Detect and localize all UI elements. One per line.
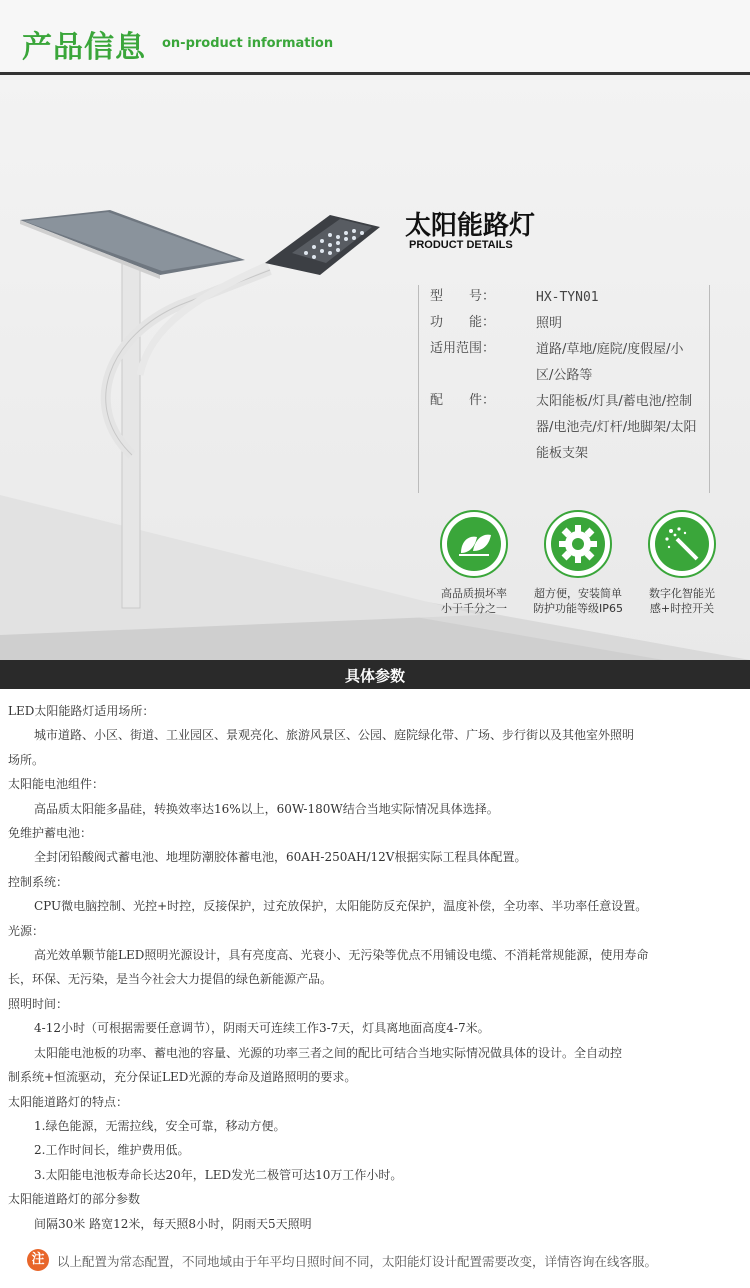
spec-divider-left bbox=[418, 285, 419, 493]
detail-paragraph: 间隔30米 路宽12米，每天照8小时，阴雨天5天照明 bbox=[34, 1216, 312, 1231]
feature-text-1: 数字化智能光 bbox=[649, 587, 715, 600]
feature-list-item: 2.工作时间长，维护费用低。 bbox=[34, 1143, 190, 1158]
detail-paragraph: 高品质太阳能多晶硅，转换效率达16%以上，60W-180W结合当地实际情况具体选择。 bbox=[34, 801, 499, 816]
feature-text-1: 高品质损坏率 bbox=[441, 587, 507, 600]
spec-key: 适用范围： bbox=[430, 341, 496, 356]
detail-heading: 太阳能电池组件： bbox=[8, 777, 105, 792]
detail-heading: 太阳能道路灯的特点： bbox=[8, 1094, 129, 1109]
spec-value: HX-TYN01 bbox=[536, 290, 599, 305]
detail-heading: 照明时间： bbox=[8, 996, 69, 1011]
detail-heading: 太阳能道路灯的部分参数 bbox=[8, 1192, 141, 1207]
spec-value: 太阳能板/灯具/蓄电池/控制器/电池壳/灯杆/地脚架/太阳能板支架 bbox=[536, 394, 697, 461]
spec-value: 照明 bbox=[536, 316, 563, 331]
feature-text-2: 防护功能等级IP65 bbox=[533, 602, 623, 615]
feature-list-item: 3.太阳能电池板寿命长达20年，LED发光二极管可达10万工作小时。 bbox=[34, 1167, 403, 1182]
detail-paragraph: CPU微电脑控制、光控+时控，反接保护，过充放保护，太阳能防反充保护，温度补偿，全功率、半功率任意设置。 bbox=[34, 899, 648, 914]
section-bar bbox=[0, 660, 750, 689]
detail-paragraph-cont: 制系统+恒流驱动，充分保证LED光源的寿命及道路照明的要求。 bbox=[8, 1070, 357, 1085]
header-title-cn: 产品信息 bbox=[22, 30, 146, 65]
detail-heading: LED太阳能路灯适用场所： bbox=[8, 704, 155, 718]
detail-text bbox=[8, 699, 746, 1236]
detail-paragraph: 城市道路、小区、街道、工业园区、景观亮化、旅游风景区、公园、庭院绿化带、广场、步行街以及其他室外照明 bbox=[34, 728, 635, 743]
footnote bbox=[27, 1248, 747, 1274]
detail-paragraph-cont: 场所。 bbox=[8, 752, 45, 767]
section-bar-title: 具体参数 bbox=[344, 667, 405, 685]
section-header bbox=[0, 0, 750, 75]
feature-install bbox=[528, 510, 628, 616]
product-name: 太阳能路灯 bbox=[405, 211, 536, 241]
feature-text-2: 小于千分之一 bbox=[441, 602, 507, 615]
detail-paragraph: 高光效单颗节能LED照明光源设计，具有亮度高、光衰小、无污染等优点不用铺设电缆、不消耗常规能源，使用寿命 bbox=[34, 948, 649, 963]
spec-key: 功 能： bbox=[430, 315, 496, 330]
spec-key: 配 件： bbox=[430, 393, 496, 408]
spec-value: 道路/草地/庭院/度假屋/小区/公路等 bbox=[536, 342, 684, 383]
feature-text-2: 感+时控开关 bbox=[649, 602, 715, 615]
feature-list-item: 1.绿色能源，无需拉线，安全可靠，移动方便。 bbox=[34, 1118, 286, 1133]
spec-key: 型 号： bbox=[430, 289, 496, 304]
detail-heading: 控制系统： bbox=[8, 874, 69, 889]
magic-wand-icon bbox=[648, 510, 716, 578]
note-badge: 注 bbox=[27, 1249, 49, 1271]
feature-text-1: 超方便，安装简单 bbox=[534, 587, 622, 600]
header-title-en: on-product information bbox=[162, 36, 334, 51]
detail-paragraph: 太阳能电池板的功率、蓄电池的容量、光源的功率三者之间的配比可结合当地实际情况做具体的设计。全自动控 bbox=[34, 1045, 623, 1060]
product-hero bbox=[0, 75, 750, 660]
detail-paragraph: 4-12小时（可根据需要任意调节），阴雨天可连续工作3-7天，灯具离地面高度4-7米。 bbox=[34, 1021, 490, 1036]
detail-heading: 免维护蓄电池： bbox=[8, 826, 93, 841]
feature-quality bbox=[424, 510, 524, 616]
detail-paragraph: 全封闭铅酸阀式蓄电池、地埋防潮胶体蓄电池，60AH-250AH/12V根据实际工程具体配置。 bbox=[34, 850, 527, 865]
leaf-icon bbox=[440, 510, 508, 578]
note-text: 以上配置为常态配置，不同地域由于年平均日照时间不同，太阳能灯设计配置需要改变，详情咨询在线客服。 bbox=[57, 1254, 658, 1269]
detail-paragraph-cont: 长，环保、无污染，是当今社会大力提倡的绿色新能源产品。 bbox=[8, 972, 333, 987]
spec-divider-right bbox=[709, 285, 710, 493]
feature-smart bbox=[632, 510, 732, 616]
product-subtitle: PRODUCT DETAILS bbox=[409, 239, 513, 251]
detail-heading: 光源： bbox=[8, 923, 45, 938]
gear-icon bbox=[544, 510, 612, 578]
